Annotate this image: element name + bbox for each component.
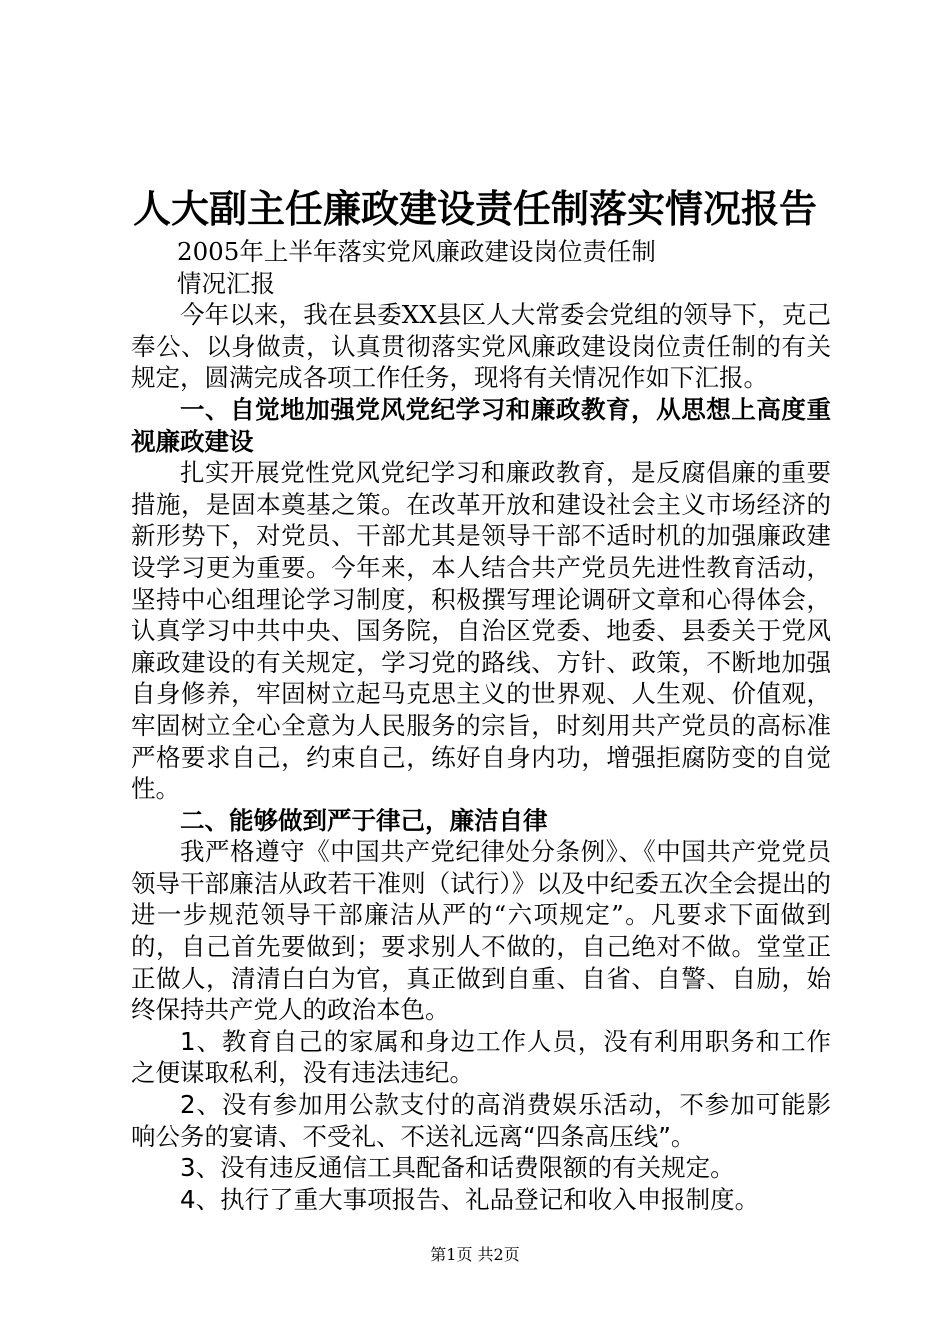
list-item-2: 2、没有参加用公款支付的高消费娱乐活动，不参加可能影响公务的宴请、不受礼、不送礼远离“四条高压线”。: [131, 1090, 831, 1151]
document-body: [131, 236, 831, 1215]
subtitle-line-2: 情况汇报: [177, 268, 275, 298]
section-1-heading: 一、自觉地加强党风党纪学习和廉政教育，从思想上高度重视廉政建设: [131, 394, 831, 456]
list-item-3: 3、没有违反通信工具配备和话费限额的有关规定。: [180, 1153, 735, 1183]
list-item-4: 4、执行了重大事项报告、礼品登记和收入申报制度。: [180, 1184, 760, 1214]
section-2-heading: 二、能够做到严于律己，廉洁自律: [180, 805, 548, 835]
page-footer: 第1页 共2页: [430, 1245, 520, 1264]
subtitle-line-1: 2005年上半年落实党风廉政建设岗位责任制: [177, 237, 656, 266]
document-title: 人大副主任廉政建设责任制落实情况报告: [132, 186, 817, 231]
list-item-1: 1、教育自己的家属和身边工作人员，没有利用职务和工作之便谋取私利，没有违法违纪。: [131, 1026, 831, 1088]
section-1-paragraph: 扎实开展党性党风党纪学习和廉政教育，是反腐倡廉的重要措施，是固本奠基之策。在改革开放和建设社会主义市场经济的新形势下，对党员、干部尤其是领导干部不适时机的加强廉政建设学习更为重要。今年来，本人结合共产党员先进性教育活动，坚持中心组理论学习制度，积极撰写理论调研文章和心得体会，认真学习中共中央、国务院，自治区党委、地委、县委关于党风廉政建设的有关规定，学习党的路线、方针、政策，不断地加强自身修养，牢固树立起马克思主义的世界观、人生观、价值观，牢固树立全心全意为人民服务的宗旨，时刻用共产党员的高标准严格要求自己，约束自己，练好自身内功，增强拒腐防变的自觉性。: [131, 458, 831, 804]
intro-paragraph: 今年以来，我在县委XX县区人大常委会党组的领导下，克己奉公、以身做责，认真贯彻落实党风廉政建设岗位责任制的有关规定，圆满完成各项工作任务，现将有关情况作如下汇报。: [131, 300, 831, 393]
section-2-paragraph: 我严格遵守《中国共产党纪律处分条例》、《中国共产党党员领导干部廉洁从政若干准则（试行）》以及中纪委五次全会提出的进一步规范领导干部廉洁从严的“六项规定”。凡要求下面做到的，自己首先要做到；要求别人不做的，自己绝对不做。堂堂正正做人，清清白白为官，真正做到自重、自省、自警、自励，始终保持共产党人的政治本色。: [131, 837, 831, 1025]
